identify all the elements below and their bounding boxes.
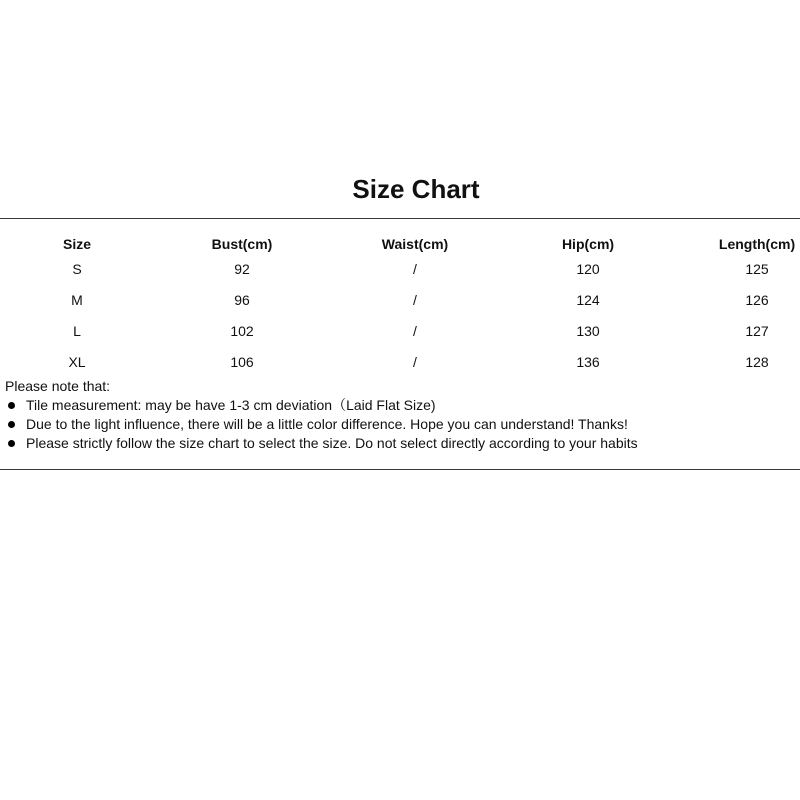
table-cell-bust: 92 [234,261,250,277]
note-item [5,396,638,415]
table-cell-waist: / [413,292,417,308]
table-cell-hip: 136 [576,354,600,370]
table-cell-waist: / [413,323,417,339]
bottom-divider [0,469,800,470]
bullet-icon [8,402,15,409]
note-text: Due to the light influence, there will be a little color difference. Hope you can understand! Thanks! [26,416,628,432]
note-text: Please strictly follow the size chart to select the size. Do not select directly according to your habits [26,435,638,451]
notes-intro: Please note that: [5,378,111,394]
table-cell-waist: / [413,261,417,277]
column-header-hip: Hip(cm) [561,236,615,252]
table-cell-size: S [72,261,82,277]
notes-section [5,377,638,453]
table-cell-size: L [73,323,81,339]
table-cell-bust: 96 [234,292,250,308]
table-cell-length: 127 [745,323,769,339]
column-header-bust: Bust(cm) [211,236,273,252]
table-cell-size: XL [68,354,86,370]
bullet-icon [8,440,15,447]
table-cell-length: 125 [745,261,769,277]
table-cell-hip: 130 [576,323,600,339]
table-cell-waist: / [413,354,417,370]
table-cell-hip: 120 [576,261,600,277]
note-item [5,415,638,434]
table-cell-length: 126 [745,292,769,308]
top-divider [0,218,800,219]
column-header-size: Size [62,236,92,252]
table-cell-bust: 106 [230,354,254,370]
column-header-length: Length(cm) [718,236,796,252]
table-cell-bust: 102 [230,323,254,339]
note-item [5,434,638,453]
table-cell-hip: 124 [576,292,600,308]
bullet-icon [8,421,15,428]
table-cell-length: 128 [745,354,769,370]
page-title: Size Chart [352,174,480,204]
column-header-waist: Waist(cm) [381,236,449,252]
table-cell-size: M [71,292,83,308]
note-text: Tile measurement: may be have 1-3 cm deviation（Laid Flat Size) [26,397,436,413]
